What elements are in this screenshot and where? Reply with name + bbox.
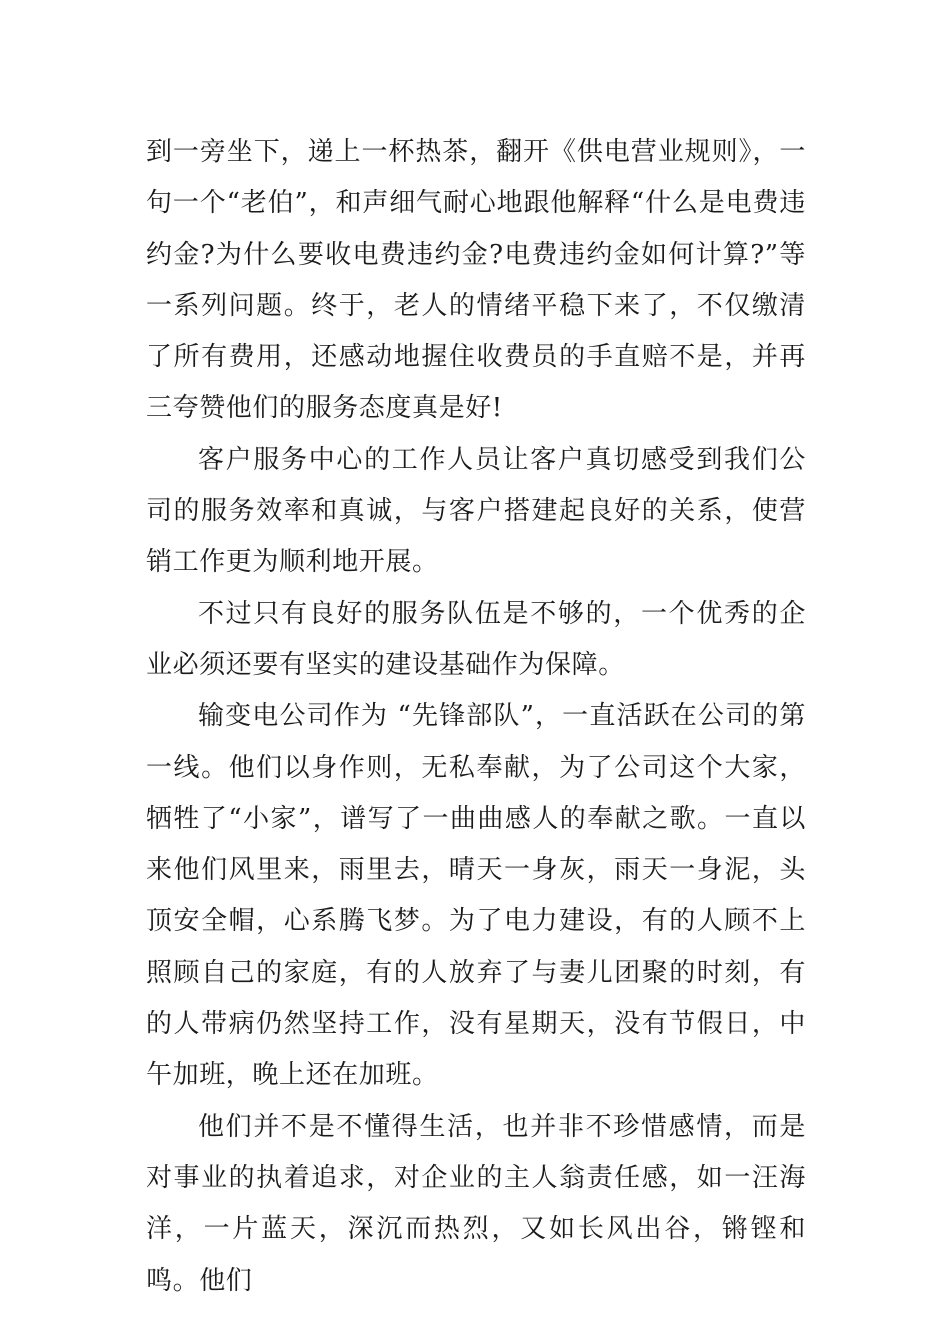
document-body <box>146 127 806 1307</box>
paragraph-construction-foundation: 不过只有良好的服务队伍是不够的，一个优秀的企业必须还要有坚实的建设基础作为保障。 <box>146 598 806 680</box>
paragraph-customer-service: 客户服务中心的工作人员让客户真切感受到我们公司的服务效率和真诚，与客户搭建起良好的关系，使营销工作更为顺利地开展。 <box>146 444 806 578</box>
paragraph-dedication: 他们并不是不懂得生活，也并非不珍惜感情，而是对事业的执着追求，对企业的主人翁责任感，如一汪海洋，一片蓝天，深沉而热烈，又如长风出谷，锵铿和鸣。他们 <box>146 1111 806 1296</box>
paragraph-continuation: 到一旁坐下，递上一杯热茶，翻开《供电营业规则》，一句一个“老伯”，和声细气耐心地跟他解释“什么是电费违约金?为什么要收电费违约金?电费违约金如何计算?”等一系列问题。终于，老人的情绪平稳下来了，不仅缴清了所有费用，还感动地握住收费员的手直赔不是，并再三夸赞他们的服务态度真是好! <box>146 137 806 424</box>
paragraph-transmission-company: 输变电公司作为 “先锋部队”，一直活跃在公司的第一线。他们以身作则，无私奉献，为了公司这个大家，牺牲了“小家”，谱写了一曲曲感人的奉献之歌。一直以来他们风里来，雨里去，晴天一身灰，雨天一身泥，头顶安全帽，心系腾飞梦。为了电力建设，有的人顾不上照顾自己的家庭，有的人放弃了与妻儿团聚的时刻，有的人带病仍然坚持工作，没有星期天，没有节假日，中午加班，晚上还在加班。 <box>146 701 806 1091</box>
